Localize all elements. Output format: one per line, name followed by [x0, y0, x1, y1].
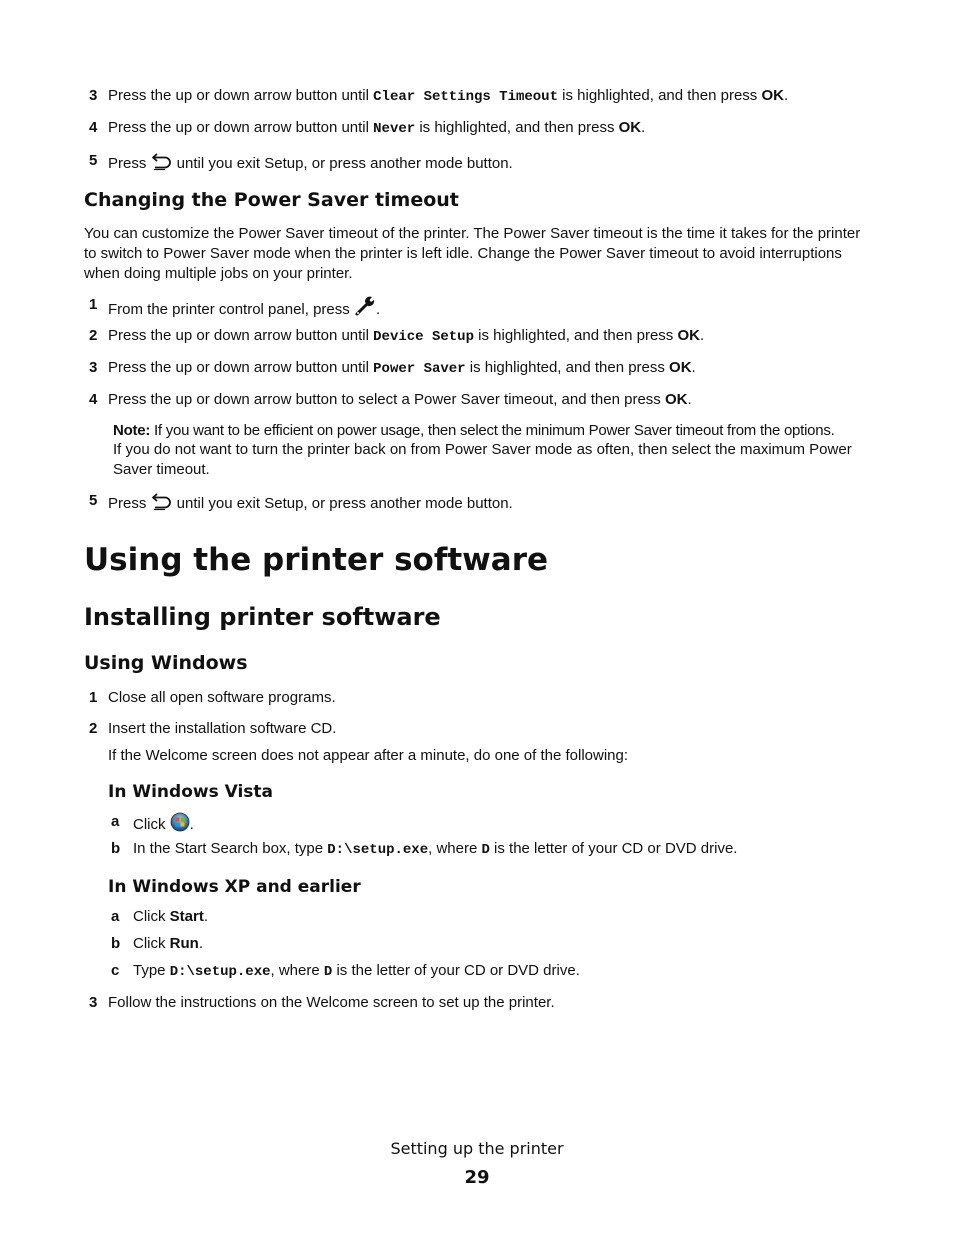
step-number: 2 [89, 327, 98, 344]
substep-text: Click Start. [133, 908, 209, 925]
substep-text: Click . [133, 812, 194, 838]
code-text: D:\setup.exe [327, 842, 429, 858]
section-heading: Changing the Power Saver timeout [84, 189, 459, 211]
step-number: 3 [89, 994, 98, 1011]
step-number: 5 [89, 152, 98, 169]
step-text: Press the up or down arrow button until Clear Settings Timeout is highlighted, and then press OK. [108, 87, 789, 105]
step-number: 3 [89, 359, 98, 376]
step-number: 4 [89, 119, 98, 136]
key-label: OK [761, 87, 784, 104]
code-text: Clear Settings Timeout [373, 89, 558, 105]
note-label: Note: [113, 422, 151, 439]
substep-letter: b [111, 840, 121, 857]
key-label: Start [169, 908, 204, 925]
step-text: Press the up or down arrow button to select a Power Saver timeout, and then press OK. [108, 391, 692, 408]
intro-line: to switch to Power Saver mode when the printer is left idle. Change the Power Saver timeout to avoid interruptions [84, 245, 842, 262]
key-label: OK [677, 327, 700, 344]
key-label: OK [664, 391, 688, 408]
key-label: Run [169, 935, 199, 952]
step-text: Follow the instructions on the Welcome screen to set up the printer. [108, 994, 555, 1011]
step-text: Press the up or down arrow button until Power Saver is highlighted, and then press OK. [108, 359, 696, 377]
step-text: Press the up or down arrow button until Device Setup is highlighted, and then press OK. [108, 327, 705, 345]
subsection-heading: Using Windows [84, 652, 248, 674]
subheading-vista: In Windows Vista [108, 782, 274, 802]
step-number: 1 [89, 296, 98, 313]
substep-text: In the Start Search box, type D:\setup.exe, where D is the letter of your CD or DVD drive. [133, 840, 738, 858]
step-text: Close all open software programs. [108, 689, 336, 706]
step-text: Press the up or down arrow button until Never is highlighted, and then press OK. [108, 119, 646, 137]
windows-start-orb-icon [170, 812, 190, 838]
wrench-icon [354, 295, 376, 323]
substep-text: Type D:\setup.exe, where D is the letter of your CD or DVD drive. [133, 962, 580, 980]
intro-line: when doing multiple jobs on your printer. [84, 265, 353, 282]
footer-section-title: Setting up the printer [390, 1139, 564, 1158]
code-text: D [481, 842, 490, 858]
note-line: If you do not want to turn the printer back on from Power Saver mode as often, then select the maximum Power [113, 441, 852, 458]
step-text: Press until you exit Setup, or press another mode button. [108, 491, 513, 517]
subheading-xp: In Windows XP and earlier [108, 877, 361, 897]
key-label: OK [669, 359, 692, 376]
substep-letter: a [111, 813, 120, 830]
key-label: OK [618, 119, 642, 136]
intro-line: You can customize the Power Saver timeout of the printer. The Power Saver timeout is the time it takes for the printer [84, 225, 861, 242]
step-number: 5 [89, 492, 98, 509]
code-text: Device Setup [373, 329, 474, 345]
substep-letter: a [111, 908, 120, 925]
step-number: 1 [89, 689, 98, 706]
step-number: 4 [89, 391, 98, 408]
step-text: From the printer control panel, press . [108, 295, 380, 323]
back-arrow-icon [151, 151, 173, 177]
substep-letter: c [111, 962, 120, 979]
back-arrow-icon [151, 491, 173, 517]
chapter-title: Using the printer software [84, 542, 549, 578]
note-line: Saver timeout. [113, 461, 210, 478]
code-text: D [323, 964, 333, 980]
code-text: Never [373, 121, 416, 137]
step-text: Press until you exit Setup, or press another mode button. [108, 151, 513, 177]
step-number: 2 [89, 720, 98, 737]
note-line: Note: If you want to be efficient on power usage, then select the minimum Power Saver timeout from the options. [113, 422, 835, 439]
step-subtext: If the Welcome screen does not appear after a minute, do one of the following: [108, 747, 629, 764]
code-text: Power Saver [373, 361, 466, 377]
step-text: Insert the installation software CD. [108, 720, 337, 737]
step-number: 3 [89, 87, 98, 104]
page-number: 29 [464, 1167, 490, 1188]
substep-letter: b [111, 935, 121, 952]
section-title: Installing printer software [84, 603, 441, 631]
substep-text: Click Run. [133, 935, 204, 952]
code-text: D:\setup.exe [169, 964, 271, 980]
